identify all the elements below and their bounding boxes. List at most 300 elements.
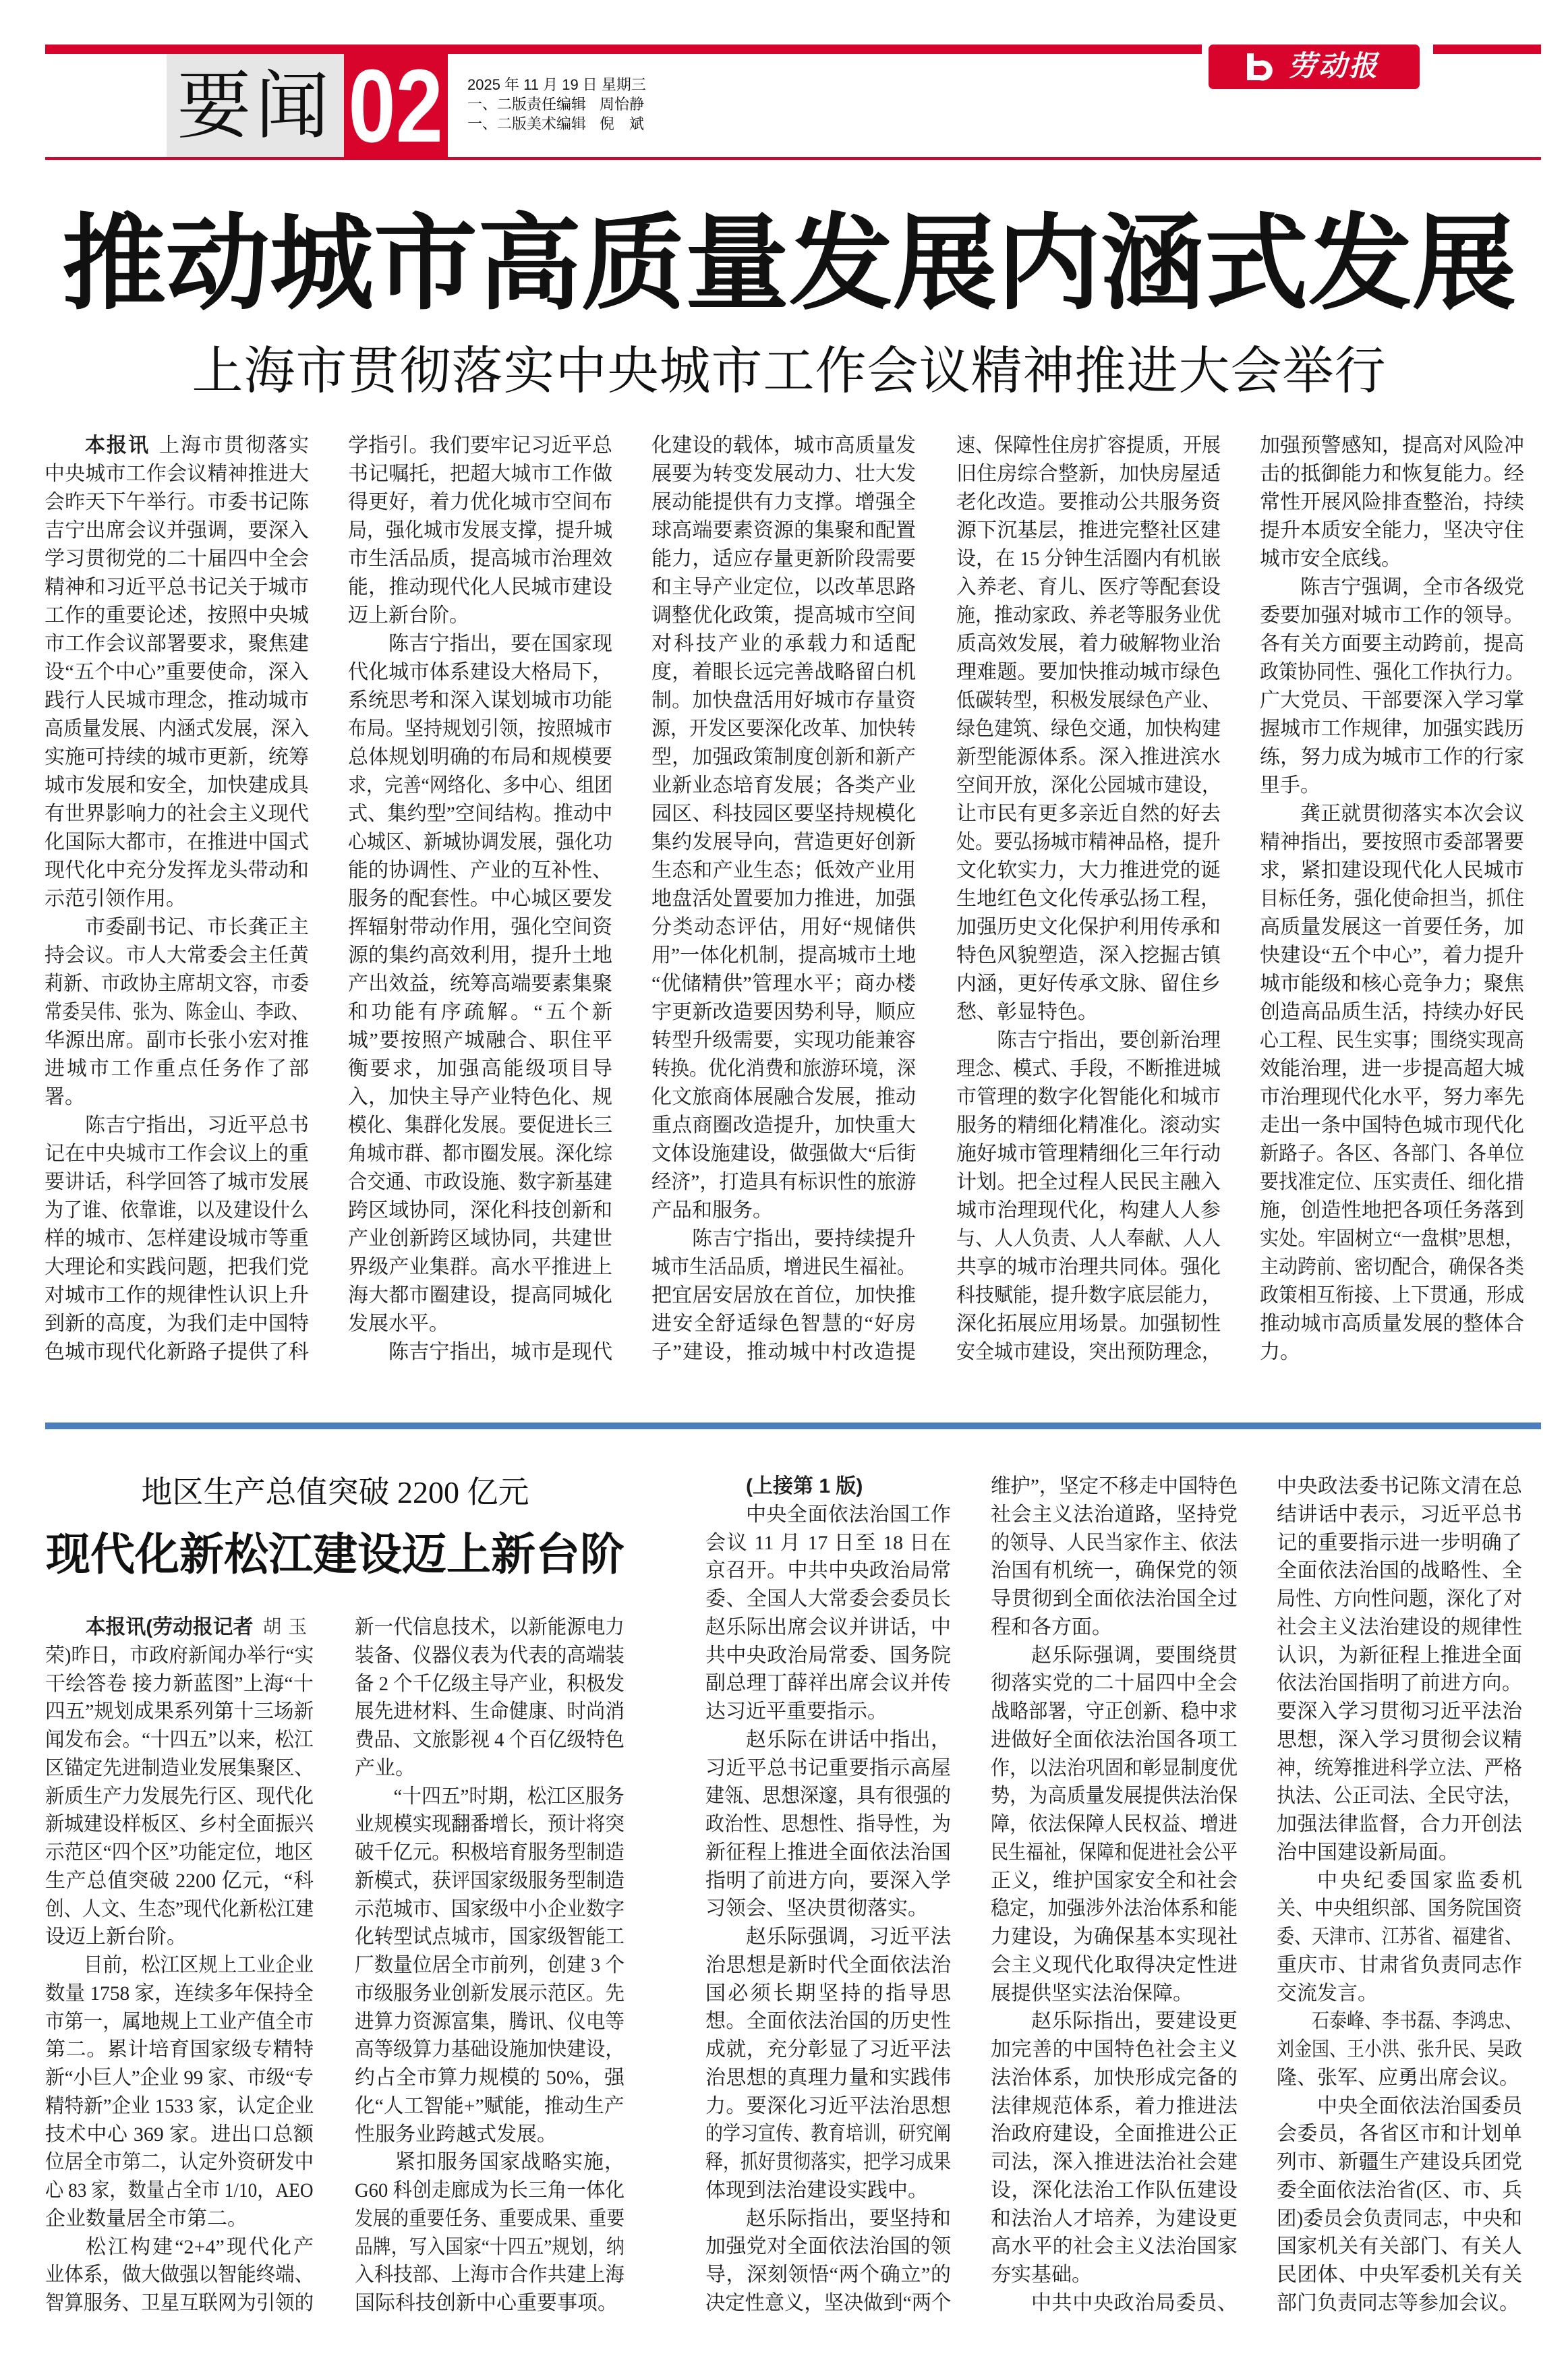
text-line	[1277, 1669, 1522, 1698]
line-text: 练，努力成为城市工作的行家	[1260, 746, 1524, 768]
text-line	[355, 1923, 625, 1951]
line-text: 各有关方面要主动跨前，提高	[1260, 633, 1524, 655]
text-line	[45, 1027, 309, 1055]
line-text: 上海市贯彻落实	[159, 434, 309, 457]
text-line	[991, 1557, 1238, 1585]
text-line	[1260, 1083, 1524, 1112]
text-line	[991, 1754, 1238, 1783]
line-text: 学指引。我们要牢记习近平总	[348, 434, 612, 457]
text-line	[956, 1168, 1221, 1197]
line-text: 发展的重要任务、重要成果、重要	[355, 2207, 625, 2230]
section-label-box	[167, 54, 344, 157]
masthead-logo	[1209, 45, 1420, 89]
line-text: 署。	[45, 1086, 85, 1108]
text-line	[991, 2064, 1238, 2092]
text-line	[651, 885, 916, 913]
text-line	[45, 1282, 309, 1310]
line-text: 城市能级和核心竞争力；聚焦	[1260, 973, 1524, 995]
line-text: 制。加快盘活用好城市存量资	[651, 689, 916, 712]
line-text: 调整优化政策，提高城市空间	[651, 604, 916, 627]
text-line	[1277, 1726, 1522, 1754]
line-text: 界级产业集群。高水平推进上	[348, 1256, 612, 1278]
text-line	[651, 1083, 916, 1112]
text-line	[705, 2092, 951, 2121]
line-text: 内涵，更好传承文脉、留住乡	[956, 973, 1221, 995]
text-line	[45, 942, 309, 970]
text-line	[45, 913, 309, 942]
line-text: 彻落实党的二十届四中全会	[991, 1672, 1238, 1695]
line-text: “优储精供”管理水平；商办楼	[651, 973, 916, 995]
line-text: 精神和习近平总书记关于城市	[45, 576, 309, 598]
text-line	[45, 828, 309, 857]
text-line	[705, 1501, 951, 1529]
line-text: 持会议。市人大常委会主任黄	[45, 944, 309, 967]
text-line	[1277, 1867, 1522, 1895]
text-line	[348, 1055, 612, 1083]
text-line	[1260, 772, 1524, 800]
article-headline: 现代化新松江建设迈上新台阶	[46, 1530, 625, 1580]
line-text: 想。全面依法治国的历史性	[705, 2010, 951, 2033]
text-line	[956, 1197, 1221, 1225]
line-text: 刘金国、王小洪、张升民、吴政	[1277, 2038, 1523, 2061]
text-line	[705, 2289, 952, 2318]
line-text: 进安全舒适绿色智慧的“好房	[651, 1313, 916, 1335]
text-line	[651, 1310, 916, 1338]
text-line	[1260, 630, 1524, 658]
line-text: 陈吉宁指出，要创新治理	[997, 1029, 1221, 1052]
line-text: 赵乐际在讲话中指出，	[746, 1728, 951, 1751]
text-line	[651, 715, 916, 743]
line-text: 高质量发展、内涵式发展，深入	[45, 718, 309, 740]
byline-row	[45, 1613, 312, 1642]
text-line	[45, 545, 309, 573]
text-line	[1260, 545, 1524, 573]
line-text: 跨区域协同，深化科技创新和	[348, 1199, 612, 1222]
line-text: 转换。优化消费和旅游环境，深	[651, 1058, 916, 1080]
text-line	[705, 1642, 951, 1670]
line-text: 陈吉宁指出，要在国家现	[388, 633, 612, 655]
line-text: 源，开发区要深化改革、加快转	[651, 718, 916, 740]
text-line	[991, 1782, 1238, 1810]
line-text: 市治理现代化水平，努力率先	[1260, 1086, 1524, 1108]
line-text: 求，完善“网络化、多中心、组团	[348, 774, 613, 797]
text-line	[1260, 658, 1524, 687]
text-line	[1260, 1253, 1524, 1282]
text-line	[1277, 2120, 1522, 2148]
text-line	[705, 1951, 951, 1980]
line-text: 握城市工作规律，加强实践历	[1260, 718, 1524, 740]
line-text: 城市生活品质，增进民生福祉。	[651, 1256, 916, 1278]
line-text: 陈吉宁强调，全市各级党	[1300, 576, 1524, 598]
line-text: 服务的精细化精准化。滚动实	[956, 1114, 1221, 1137]
text-line	[991, 1669, 1238, 1698]
text-line	[1260, 460, 1524, 488]
text-line	[1277, 1923, 1523, 1951]
line-text: 民团体、中央军委机关有关	[1277, 2264, 1522, 2286]
text-line	[651, 1225, 916, 1253]
text-line	[45, 2261, 314, 2289]
text-line	[355, 2261, 625, 2289]
text-line	[1277, 1585, 1522, 1613]
text-line	[956, 942, 1221, 970]
line-text: 求，紧扣建设现代化人民城市	[1260, 859, 1524, 882]
line-text: 学习贯彻党的二十届四中全会	[45, 548, 309, 570]
text-line	[348, 602, 612, 630]
line-text: 荣)昨日，市政府新闻办举行“实	[45, 1644, 314, 1667]
line-text: 示范引领作用。	[45, 888, 186, 910]
line-text: 样的城市、怎样建设城市等重	[45, 1228, 309, 1250]
line-text: 海大都市圈建设，提高同城化	[348, 1284, 612, 1306]
line-text: 走出一条中国特色城市现代化	[1260, 1114, 1524, 1137]
line-text: 创造高品质生活，持续办好民	[1260, 1001, 1524, 1023]
text-line	[1277, 2064, 1522, 2092]
text-line	[1277, 2007, 1523, 2036]
text-line	[991, 2036, 1238, 2064]
line-text: 委、天津市、江苏省、福建省、	[1277, 1926, 1523, 1948]
line-text: 业规模实现翻番增长，预计将突	[355, 1813, 625, 1836]
text-line	[45, 1839, 314, 1867]
line-text: 治国有机统一，确保党的领	[991, 1559, 1238, 1582]
text-line	[348, 998, 612, 1027]
line-text: 宇更新改造要因势利导，顺应	[651, 1001, 916, 1023]
line-text: 隆、张军、应勇出席会议。	[1277, 2066, 1519, 2089]
text-line	[348, 942, 612, 970]
line-text: 法律规范体系，着力推进法	[991, 2094, 1238, 2117]
text-line	[651, 517, 916, 545]
text-line	[45, 2289, 314, 2318]
line-text: 京召开。中共中央政治局常	[705, 1559, 951, 1582]
article-column	[1277, 1472, 1522, 2318]
line-text: 入，加快主导产业特色化、规	[348, 1086, 612, 1108]
line-text: 加强法律监督，合力开创法	[1277, 1813, 1522, 1835]
line-text: 性服务业跨越式发展。	[355, 2123, 557, 2146]
line-text: 现代化中充分发挥龙头带动和	[45, 859, 309, 882]
line-text: 与、人人负责、人人奉献、人人	[956, 1228, 1221, 1250]
line-text: 中央城市工作会议精神推进大	[45, 463, 309, 485]
line-text: 社会主义法治建设的规律性	[1277, 1615, 1522, 1638]
line-text: 总体规划明确的布局和规模要	[348, 746, 612, 768]
line-text: 陈吉宁指出，要持续提升	[692, 1228, 916, 1250]
line-text: 广大党员、干部要深入学习掌	[1260, 689, 1524, 712]
text-line	[1260, 885, 1524, 913]
text-line	[1277, 1980, 1522, 2008]
text-line	[1277, 2092, 1522, 2121]
article-column	[355, 1613, 625, 2318]
text-line	[355, 1698, 625, 1726]
text-line	[355, 1839, 625, 1867]
text-line	[1260, 687, 1524, 715]
text-line	[1260, 1225, 1524, 1253]
line-text: 化建设的载体，城市高质量发	[651, 434, 916, 457]
line-text: 国必须长期坚持的指导思	[705, 1982, 951, 2005]
text-line	[991, 2261, 1238, 2289]
text-line	[45, 743, 309, 772]
text-line	[355, 2064, 625, 2092]
line-text: 赵乐际指出，要坚持和	[746, 2207, 951, 2230]
text-line	[348, 857, 612, 885]
line-text: 模化、集群化发展。要促进长三	[348, 1114, 612, 1137]
text-line	[1277, 1839, 1522, 1867]
text-line	[45, 2008, 314, 2036]
line-text: 紧扣服务国家战略实施，	[395, 2151, 625, 2174]
text-line	[705, 1782, 951, 1810]
text-line	[355, 2177, 625, 2205]
text-line	[651, 1338, 916, 1367]
text-line	[705, 2148, 952, 2177]
line-text: 位居全市第二，认定外资研发中	[45, 2151, 314, 2174]
text-line	[651, 743, 916, 772]
article-column	[705, 1472, 951, 2318]
line-text: 交流发言。	[1277, 1982, 1378, 2005]
text-line	[45, 1253, 309, 1282]
text-line	[651, 1168, 917, 1197]
art-editor-line	[467, 114, 646, 134]
text-line	[1277, 1754, 1522, 1783]
text-line	[651, 460, 916, 488]
line-text: 能的协调性、产业的互补性、	[348, 859, 612, 882]
text-line	[45, 1310, 309, 1338]
text-line	[355, 1980, 625, 2008]
article-column	[651, 432, 916, 1367]
text-line	[45, 1112, 309, 1140]
line-text: 集约发展导向，营造更好创新	[651, 831, 916, 853]
text-line	[1260, 1338, 1524, 1367]
line-text: 安全城市建设，突出预防理念，	[956, 1341, 1221, 1363]
text-line	[45, 857, 309, 885]
line-text: 破千亿元。积极培育服务型制造	[355, 1841, 625, 1864]
text-line	[1277, 1613, 1522, 1642]
line-text: 老化改造。要推动公共服务资	[956, 491, 1221, 513]
line-text: 执法、公正司法、全民守法，	[1277, 1785, 1522, 1808]
line-text: 用”一体化机制，提高城市土地	[651, 944, 917, 967]
line-text: 第二。累计培育国家级专精特	[45, 2038, 314, 2061]
line-text: 文体设施建设，做强做大“后街	[651, 1143, 917, 1165]
text-line	[651, 630, 916, 658]
text-line	[651, 1253, 916, 1282]
line-text: 赵乐际强调，习近平法	[746, 1926, 951, 1948]
line-text: 会议 11 月 17 日至 18 日在	[705, 1531, 951, 1554]
text-line	[651, 942, 917, 970]
text-line	[355, 2121, 625, 2149]
line-text: 共中央政治局常委、国务院	[705, 1644, 951, 1667]
text-line	[1277, 2177, 1523, 2205]
line-text: 费品、文旅影视 4 个百亿级特色	[355, 1729, 625, 1751]
line-text: 体现到法治建设实践中。	[705, 2179, 928, 2202]
line-text: 代化城市体系建设大格局下，	[348, 661, 612, 683]
line-text: 高水平的社会主义法治国家	[991, 2235, 1238, 2258]
text-line	[45, 1338, 309, 1367]
text-line	[956, 602, 1221, 630]
line-text: 局性、方向性问题，深化了对	[1277, 1588, 1522, 1610]
line-text: 生地红色文化传承弘扬工程，	[956, 888, 1221, 910]
text-line	[45, 885, 309, 913]
main-headline: 推动城市高质量发展内涵式发展	[61, 208, 1516, 322]
page-number-box	[344, 54, 448, 157]
line-text: 目标任务，强化使命担当，抓住	[1260, 888, 1524, 910]
line-text: 的学习宣传、教育培训，研究阐	[705, 2123, 952, 2146]
line-text: 科技赋能，提升数字底层能力，	[956, 1284, 1221, 1306]
text-line	[45, 1168, 309, 1197]
editor-label: 一、二版责任编辑	[467, 96, 587, 113]
line-text: 决定性意义，坚决做到“两个	[705, 2291, 952, 2314]
line-text: 创、人文、生态”现代化新松江建	[45, 1897, 314, 1920]
line-text: 质高效发展，着力破解物业治	[956, 633, 1221, 655]
text-line	[956, 658, 1221, 687]
text-line	[956, 517, 1221, 545]
text-line	[705, 1923, 951, 1951]
text-line	[991, 1585, 1238, 1613]
text-line	[705, 1669, 951, 1698]
text-line	[355, 2036, 625, 2064]
text-line	[1260, 998, 1524, 1027]
line-text: 共享的城市治理共同体。强化	[956, 1256, 1221, 1278]
line-text: 全面依法治国的战略性、全	[1277, 1559, 1522, 1582]
line-text: 产出效益，统筹高端要素集聚	[348, 973, 612, 995]
text-line	[956, 545, 1221, 573]
line-text: 会主义现代化取得决定性进	[991, 1953, 1238, 1976]
line-text: 新模式，获评国家级服务型制造	[355, 1869, 625, 1892]
text-line	[1260, 1310, 1524, 1338]
line-text: 智算服务、卫星互联网为引领的	[45, 2292, 314, 2314]
line-text: 分类动态评估，用好“规储供	[651, 916, 916, 938]
line-text: 神，统筹推进科学立法、严格	[1277, 1756, 1522, 1779]
line-text: 市第一，属地规上工业产值全市	[45, 2010, 314, 2033]
text-line	[348, 658, 612, 687]
text-line	[355, 1867, 625, 1895]
line-text: 型，加强政策制度创新和新产	[651, 746, 916, 768]
text-line	[1277, 2205, 1523, 2233]
text-line	[956, 1027, 1221, 1055]
line-text: 市管理的数字化智能化和城市	[956, 1086, 1221, 1108]
line-text: 记在中央城市工作会议上的重	[45, 1143, 309, 1165]
line-text: 把宜居安居放在首位，加快推	[651, 1284, 916, 1306]
line-text: 示范区“四个区”功能定位，地区	[45, 1841, 314, 1864]
line-text: 对城市工作的规律性认识上升	[45, 1284, 309, 1306]
line-text: 入科技部、上海市合作共建上海	[355, 2264, 625, 2287]
text-line	[705, 2261, 951, 2289]
text-line	[705, 1839, 951, 1867]
text-line	[355, 1810, 625, 1839]
text-line	[1260, 573, 1524, 602]
text-line	[348, 545, 612, 573]
text-line	[991, 1980, 1238, 2008]
text-line	[705, 1585, 951, 1613]
text-line	[651, 1140, 917, 1168]
line-text: 势，为高质量发展提供法治保	[991, 1785, 1238, 1808]
text-line	[45, 1140, 309, 1168]
line-text: 结讲话中表示，习近平总书	[1277, 1503, 1522, 1526]
line-text: 的领导、人民当家作主、依法	[991, 1531, 1238, 1554]
line-text: 赵乐际强调，要围绕贯	[1031, 1644, 1238, 1667]
text-line	[45, 1951, 314, 1980]
text-line	[45, 658, 309, 687]
art-editor-name: 倪 斌	[600, 115, 645, 132]
line-text: 球高端要素资源的集聚和配置	[651, 519, 916, 542]
line-text: 大理论和实践问题，把我们党	[45, 1256, 309, 1278]
text-line	[45, 1923, 314, 1951]
line-text: 进做好全面依法治国各项工	[991, 1728, 1238, 1751]
line-text: G60 科创走廊成为长三角一体化	[355, 2179, 625, 2202]
line-text: 成就，充分彰显了习近平法	[705, 2038, 951, 2061]
line-text: 要深入学习贯彻习近平法治	[1277, 1700, 1522, 1723]
page-number: 02	[348, 54, 444, 157]
line-text: 和主导产业定位，以改革思路	[651, 576, 916, 598]
text-line	[1260, 715, 1524, 743]
labour-daily-logo-icon	[1245, 53, 1276, 81]
line-text: 书记嘱托，把超大城市工作做	[348, 463, 612, 485]
line-text: 服务的配套性。中心城区要发	[348, 888, 612, 910]
text-line	[355, 1613, 625, 1642]
text-line	[991, 2092, 1238, 2121]
text-line	[348, 913, 612, 942]
text-line	[991, 1642, 1238, 1670]
line-text: 常性开展风险排查整治，持续	[1260, 491, 1524, 513]
line-text: 化转型试点城市，国家级智能工	[355, 1926, 625, 1949]
text-line	[1260, 913, 1524, 942]
line-text: 合交通、市政设施、数字新基建	[348, 1171, 612, 1193]
text-line	[1260, 970, 1524, 998]
line-text: 莉新、市政协主席胡文容，市委	[45, 973, 309, 995]
line-text: 主动跨前、密切配合，确保各类	[1260, 1256, 1524, 1278]
line-text: 治思想的真理力量和实践伟	[705, 2066, 951, 2089]
line-text: 重点商圈改造提升，加快重大	[651, 1114, 916, 1137]
text-line	[1277, 2261, 1522, 2289]
text-line	[705, 2064, 951, 2092]
line-text: 要找准定位、压实责任、细化措	[1260, 1171, 1524, 1193]
line-text: 华源出席。副市长张小宏对推	[45, 1029, 309, 1052]
line-text: 击的抵御能力和恢复能力。经	[1260, 463, 1524, 485]
text-line	[45, 488, 309, 517]
line-text: 治中国建设新局面。	[1277, 1841, 1459, 1864]
text-line	[956, 460, 1221, 488]
text-line	[956, 715, 1221, 743]
text-line	[956, 488, 1221, 517]
text-line	[991, 2233, 1238, 2261]
line-text: 设，深化法治工作队伍建设	[991, 2179, 1238, 2202]
text-line	[348, 715, 612, 743]
text-line	[1260, 517, 1524, 545]
text-line	[1260, 432, 1524, 460]
line-text: 记的重要指示进一步明确了	[1277, 1531, 1522, 1554]
line-text: 高质量发展这一首要任务，加	[1260, 916, 1524, 938]
text-line	[956, 772, 1221, 800]
line-text: 陈吉宁指出，城市是现代	[388, 1341, 612, 1363]
text-line	[1277, 2289, 1522, 2318]
text-line	[355, 2148, 625, 2177]
text-line	[348, 630, 612, 658]
text-line	[45, 1867, 314, 1895]
text-line	[45, 1698, 314, 1726]
text-line	[991, 1895, 1238, 1923]
line-text: 团)委员会负责同志，中央和	[1277, 2207, 1523, 2230]
line-text: 衡要求，加强高能级项目导	[348, 1058, 612, 1080]
text-line	[651, 828, 916, 857]
text-line	[348, 1310, 612, 1338]
line-text: 业新业态培育发展；各类产业	[651, 774, 916, 797]
text-line	[348, 885, 612, 913]
section-label: 要闻	[177, 62, 334, 149]
line-text: 政策相互衔接、上下贯通，形成	[1260, 1284, 1524, 1306]
text-line	[705, 1980, 951, 2008]
text-line	[355, 2289, 625, 2318]
text-line	[956, 1140, 1221, 1168]
text-line	[1277, 2036, 1523, 2064]
text-line	[348, 1282, 612, 1310]
text-line	[348, 573, 612, 602]
text-line	[991, 1810, 1238, 1839]
text-line	[991, 1472, 1238, 1501]
text-line	[991, 1951, 1238, 1980]
